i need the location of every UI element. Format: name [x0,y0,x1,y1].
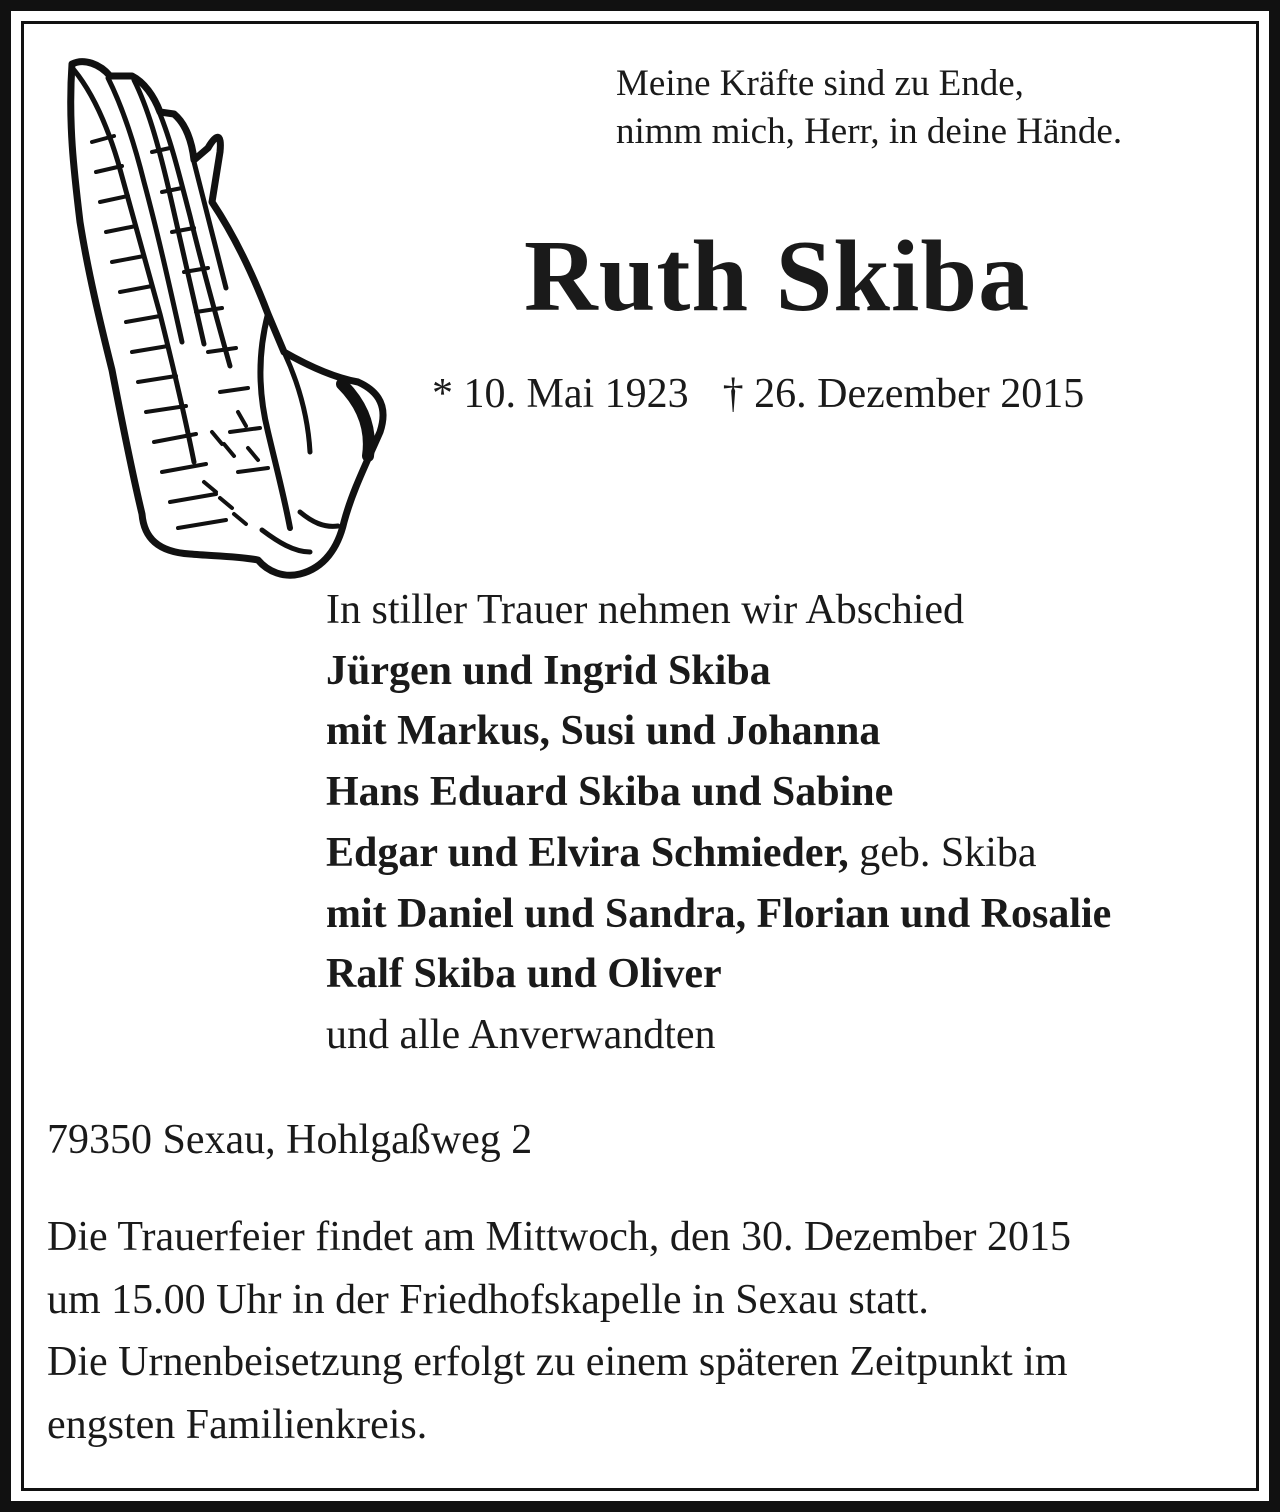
service-line: Die Urnenbeisetzung erfolgt zu einem späteren Zeitpunkt im [47,1339,1068,1385]
service-line: Die Trauerfeier findet am Mittwoch, den 30. Dezember 2015 [47,1214,1072,1260]
mourner-family: mit Markus, Susi und Johanna [326,708,881,755]
service-line: engsten Familienkreis. [47,1401,428,1448]
mourner-family: Edgar und Elvira Schmieder, [326,829,849,876]
address: 79350 Sexau, Hohlgaßweg 2 [47,1117,533,1163]
maiden-name-note: geb. Skiba [848,829,1037,876]
motto-line: Meine Kräfte sind zu Ende, [616,63,1024,104]
death-date: † 26. Dezember 2015 [722,371,1085,417]
birth-date: * 10. Mai 1923 [432,371,689,417]
mourner-family: Jürgen und Ingrid Skiba [326,647,771,694]
mourner-family: Hans Eduard Skiba und Sabine [326,769,894,816]
service-line: um 15.00 Uhr in der Friedhofskapelle in Sexau statt. [47,1276,929,1323]
praying-hands-icon [62,52,392,582]
mourner-family: mit Daniel und Sandra, Florian und Rosalie [326,890,1112,937]
mourner-family: Ralf Skiba und Oliver [326,951,722,998]
deceased-name: Ruth Skiba [524,220,1031,333]
mourners-closing: und alle Anverwandten [326,1011,716,1058]
mourners-intro: In stiller Trauer nehmen wir Abschied [326,587,965,633]
motto-verse [616,60,1122,156]
motto-line: nimm mich, Herr, in deine Hände. [616,111,1123,152]
life-dates [432,366,1084,422]
mourners-list [326,580,1111,1066]
service-details [47,1206,1071,1456]
